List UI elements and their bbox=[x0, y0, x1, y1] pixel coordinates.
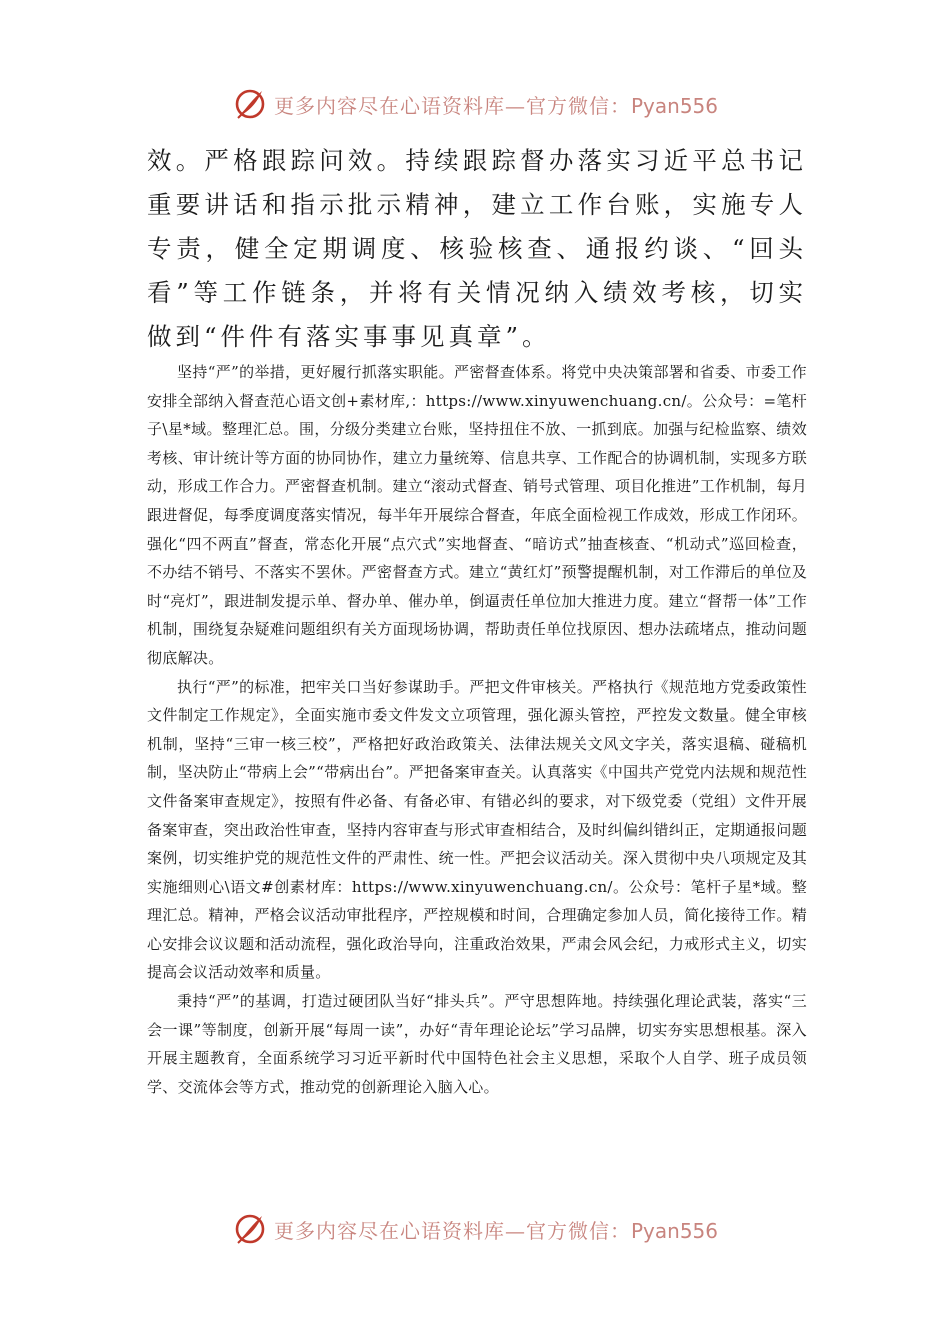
body-text bbox=[147, 358, 807, 1101]
lead-paragraph: 效。严格跟踪问效。持续跟踪督办落实习近平总书记重要讲话和指示批示精神，建立工作台账，实施专人专责，健全定期调度、核验核查、通报约谈、“回头看”等工作链条，并将有关情况纳入绩效考核，切实做到“件件有落实事事见真章”。 bbox=[147, 146, 807, 351]
paragraph: 坚持“严”的举措，更好履行抓落实职能。严密督查体系。将党中央决策部署和省委、市委工作安排全部纳入督查范心语文创+素材库,：https://www.xinyuwenchuang.cn/。公众号：=笔杆子\星*域。整理汇总。围，分级分类建立台账，坚持扭住不放、一抓到底。加强与纪检监察、绩效考核、审计统计等方面的协同协作，建立力量统筹、信息共享、工作配合的协调机制，实现多方联动，形成工作合力。严密督查机制。建立“滚动式督查、销号式管理、项目化推进”工作机制，每月跟进督促，每季度调度落实情况，每半年开展综合督查，年底全面检视工作成效，形成工作闭环。强化“四不两直”督查，常态化开展“点穴式”实地督查、“暗访式”抽查核查、“机动式”巡回检查，不办结不销号、不落实不罢休。严密督查方式。建立“黄红灯”预警提醒机制，对工作滞后的单位及时“亮灯”，跟进制发提示单、督办单、催办单，倒逼责任单位加大推进力度。建立“督帮一体”工作机制，围绕复杂疑难问题组织有关方面现场协调，帮助责任单位找原因、想办法疏堵点，推动问题彻底解决。 bbox=[147, 363, 807, 667]
footer-watermark-banner bbox=[0, 1209, 950, 1249]
quill-logo-icon bbox=[232, 86, 268, 122]
paragraph: 执行“严”的标准，把牢关口当好参谋助手。严把文件审核关。严格执行《规范地方党委政策性文件制定工作规定》，全面实施市委文件发文立项管理，强化源头管控，严控发文数量。健全审核机制，坚持“三审一核三校”，严格把好政治政策关、法律法规关文风文字关，落实退稿、碰稿机制，坚决防止“带病上会”“带病出台”。严把备案审查关。认真落实《中国共产党党内法规和规范性文件备案审查规定》，按照有件必备、有备必审、有错必纠的要求，对下级党委（党组）文件开展备案审查，突出政治性审查，坚持内容审查与形式审查相结合，及时纠偏纠错纠正，定期通报问题案例，切实维护党的规范性文件的严肃性、统一性。严把会议活动关。深入贯彻中央八项规定及其实施细则心\语文#创素材库：https://www.xinyuwenchuang.cn/。公众号：笔杆子星*域。整理汇总。精神，严格会议活动审批程序，严控规模和时间，合理确定参加人员，简化接待工作。精心安排会议议题和活动流程，强化政治导向，注重政治效果，严肃会风会纪，力戒形式主义，切实提高会议活动效率和质量。 bbox=[147, 677, 807, 982]
paragraph: 秉持“严”的基调，打造过硬团队当好“排头兵”。严守思想阵地。持续强化理论武装，落实“三会一课”等制度，创新开展“每周一读”，办好“青年理论论坛”学习品牌，切实夯实思想根基。深入开展主题教育，全面系统学习习近平新时代中国特色社会主义思想，采取个人自学、班子成员领学、交流体会等方式，推动党的创新理论入脑入心。 bbox=[147, 992, 807, 1096]
header-watermark-banner bbox=[0, 84, 950, 124]
banner-text: 更多内容尽在心语资料库—官方微信：Pyan556 bbox=[273, 1218, 718, 1243]
banner-text: 更多内容尽在心语资料库—官方微信：Pyan556 bbox=[273, 93, 718, 118]
quill-logo-icon bbox=[232, 1211, 268, 1247]
